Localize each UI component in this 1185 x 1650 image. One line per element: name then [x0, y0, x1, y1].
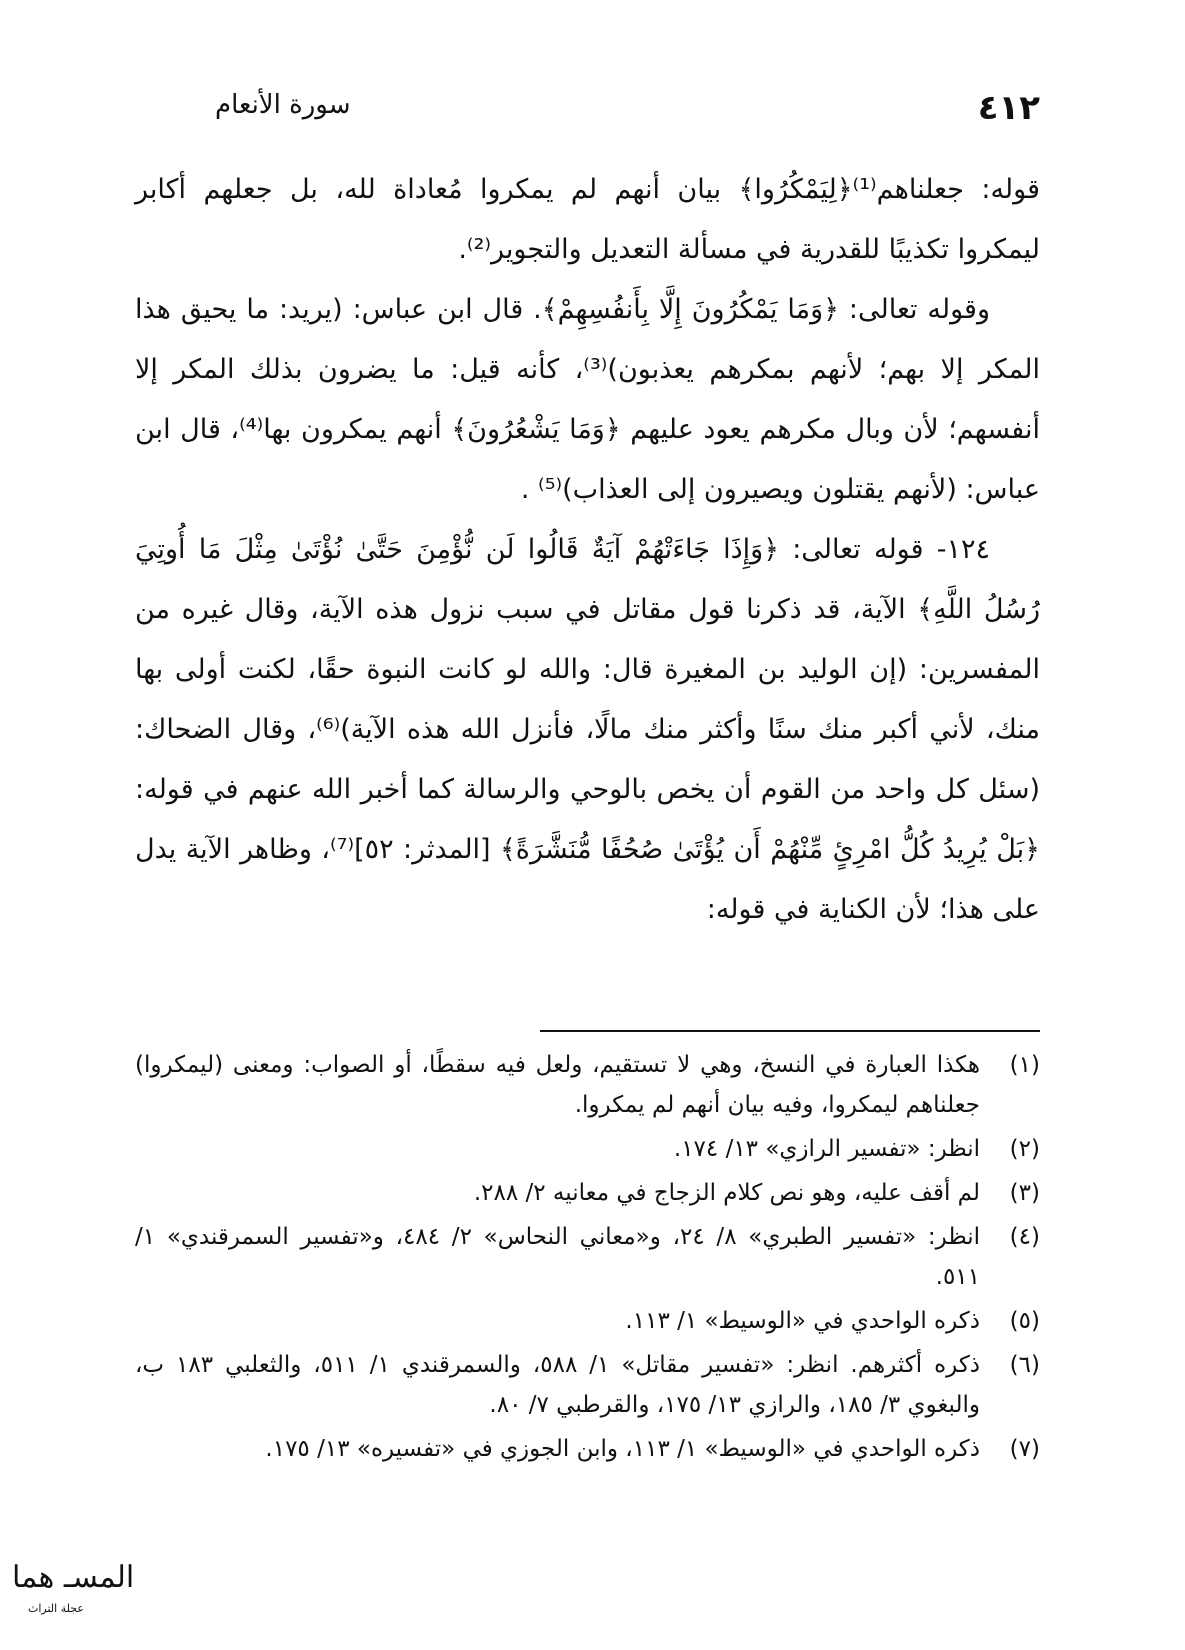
footnote-number: (٥)	[1009, 1308, 1040, 1334]
footnote-text: ذكره الواحدي في «الوسيط» ١/ ١١٣.	[625, 1308, 980, 1334]
watermark-logo	[8, 1550, 138, 1630]
footnote	[135, 1045, 1040, 1125]
footnote-number: (٧)	[1009, 1436, 1040, 1462]
footnote-number: (٦)	[1009, 1352, 1040, 1378]
watermark-subtext: عجلة التراث	[28, 1602, 84, 1615]
footnote-text: ذكره الواحدي في «الوسيط» ١/ ١١٣، وابن الجوزي في «تفسيره» ١٣/ ١٧٥.	[265, 1436, 980, 1462]
footnote-text: لم أقف عليه، وهو نص كلام الزجاج في معانيه ٢/ ٢٨٨.	[473, 1180, 980, 1206]
footnote-text: انظر: «تفسير الطبري» ٨/ ٢٤، و«معاني النحاس» ٢/ ٤٨٤، و«تفسير السمرقندي» ١/ ٥١١.	[135, 1224, 981, 1290]
footnote	[135, 1429, 1040, 1469]
footnote-text: ذكره أكثرهم. انظر: «تفسير مقاتل» ١/ ٥٨٨، والسمرقندي ١/ ٥١١، والثعلبي ١٨٣ ب، والبغوي ٣/ ١٨٥، والرازي ١٣/ ١٧٥، والقرطبي ٧/ ٨٠.	[135, 1352, 981, 1418]
watermark-text: المسـ هما	[12, 1560, 135, 1595]
footnote-number: (٤)	[1009, 1224, 1040, 1250]
footnote-number: (٢)	[1009, 1136, 1040, 1162]
footnote-number: (١)	[1009, 1052, 1040, 1078]
paragraph-2: وقوله تعالى: ﴿وَمَا يَمْكُرُونَ إِلَّا بِأَنفُسِهِمْ﴾. قال ابن عباس: (يريد: ما يحيق هذا المكر إلا بهم؛ لأنهم بمكرهم يعذبون)⁽³⁾، كأنه قيل: ما يضرون بذلك المكر إلا أنفسهم؛ لأن وبال مكرهم يعود عليهم ﴿وَمَا يَشْعُرُونَ﴾ أنهم يمكرون بها⁽⁴⁾، قال ابن عباس: (لأنهم يقتلون ويصيرون إلى العذاب)⁽⁵⁾ .	[135, 294, 1040, 505]
footnote-text: هكذا العبارة في النسخ، وهي لا تستقيم، ولعل فيه سقطًا، أو الصواب: ومعنى (ليمكروا) جعلناهم ليمكروا، وفيه بيان أنهم لم يمكروا.	[135, 1052, 980, 1118]
footnote	[135, 1301, 1040, 1341]
footnotes	[135, 1045, 1040, 1473]
page-header	[135, 88, 1040, 138]
footnote	[135, 1217, 1040, 1297]
paragraph-1: قوله: جعلناهم⁽¹⁾﴿لِيَمْكُرُوا﴾ بيان أنهم لم يمكروا مُعاداة لله، بل جعلهم أكابر ليمكروا تكذيبًا للقدرية في مسألة التعديل والتجوير⁽²⁾.	[135, 174, 1040, 265]
footnote	[135, 1129, 1040, 1169]
footnote	[135, 1345, 1040, 1425]
main-text	[135, 160, 1040, 940]
page-number: ٤١٢	[977, 88, 1040, 128]
footnote-separator	[540, 1030, 1040, 1032]
footnote-text: انظر: «تفسير الرازي» ١٣/ ١٧٤.	[673, 1136, 980, 1162]
footnote-number: (٣)	[1009, 1180, 1040, 1206]
surah-title: سورة الأنعام	[215, 90, 351, 120]
footnote	[135, 1173, 1040, 1213]
paragraph-3: ١٢٤- قوله تعالى: ﴿وَإِذَا جَاءَتْهُمْ آيَةٌ قَالُوا لَن نُّؤْمِنَ حَتَّىٰ نُؤْتَىٰ مِثْلَ مَا أُوتِيَ رُسُلُ اللَّهِ﴾ الآية، قد ذكرنا قول مقاتل في سبب نزول هذه الآية، وقال غيره من المفسرين: (إن الوليد بن المغيرة قال: والله لو كانت النبوة حقًا، لكنت أولى بها منك، لأني أكبر منك سنًا وأكثر منك مالًا، فأنزل الله هذه الآية)⁽⁶⁾، وقال الضحاك: (سئل كل واحد من القوم أن يخص بالوحي والرسالة كما أخبر الله عنهم في قوله: ﴿بَلْ يُرِيدُ كُلُّ امْرِئٍ مِّنْهُمْ أَن يُؤْتَىٰ صُحُفًا مُّنَشَّرَةً﴾ [المدثر: ٥٢]⁽⁷⁾، وظاهر الآية يدل على هذا؛ لأن الكناية في قوله:	[135, 534, 1040, 925]
